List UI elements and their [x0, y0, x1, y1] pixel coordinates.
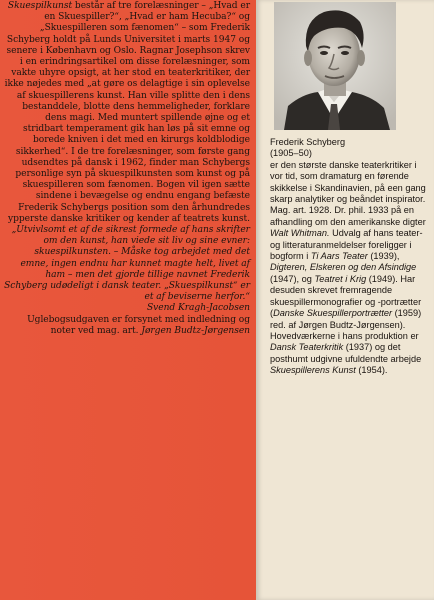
- bio-whitman: Walt Whitman.: [270, 228, 330, 239]
- edition-note-text: Uglebogsudgaven er forsynet med indledning og noter ved mag. art.: [27, 314, 250, 336]
- edition-note: [4, 315, 250, 337]
- book-title-lead: Skuespilkunst: [7, 1, 73, 11]
- author-panel: [256, 0, 434, 600]
- author-bio-paragraph: [270, 160, 428, 377]
- author-portrait-image: [274, 2, 396, 130]
- bio-book-1: Ti Aars Teater: [310, 251, 368, 262]
- bio-book-2: Digteren, Elskeren og den Afsindige: [270, 262, 417, 273]
- bio-book-4: Danske Skuespillerportrætter: [273, 308, 393, 319]
- bio-text-7: (1937) og det posthumt udgivne ufuldendte arbejde: [270, 342, 422, 364]
- author-years: (1905–50): [270, 148, 312, 159]
- bio-text-1: er den største danske teaterkritiker i vor tid, som dramaturg en førende skikkelse i Skandinavien, på een gang skarp analytiker og beåndet inspirator. Mag. art. 1928. Dr. phil. 1933 på en afhandling om den amerikanske digter: [270, 159, 426, 227]
- bio-text-2: Udvalg af hans teater- og litteraturanmeldelser foreligger i bogform i: [270, 228, 423, 262]
- edition-editor: Jørgen Budtz-Jørgensen: [141, 325, 250, 336]
- bio-text-4: (1947), og: [270, 273, 315, 284]
- review-quote-author: Svend Kragh-Jacobsen: [147, 303, 250, 314]
- bio-book-6: Skuespillerens Kunst: [270, 365, 356, 376]
- bio-book-5: Dansk Teaterkritik: [270, 342, 344, 353]
- blurb-text: består af tre forelæsninger – „Hvad er en Skuespiller?“, „Hvad er ham Hecuba?“ og „Skuespilleren som fænomen“ – som Frederik Schyberg holdt på Lunds Universitet i marts 1947 og senere i København og Oslo. Ragnar Josephson skrev i en erindringsartikel om disse forelæsninger, som vakte uhyre opsigt, at her stod en teaterkritiker, der ikke nøjedes med „at gøre os delagtige i sin oplevelse af skuespillerens kunst. Han ville splitte den i dens bestanddele, blotte dens hemmeligheder, forklare dens magi. Med muntert spillende øjne og et stridbart temperament gik han løs på sit emne og borede kniven i det med en kirurgs koldblodige sikkerhed“. I de tre forelæsninger, som første gang udsendtes på dansk i 1962, finder man Schybergs personlige syn på skuespilkunsten som kunst og på skuespilleren som fænomen. Bogen vil igen sætte sindene i bevægelse og endnu engang befæste Frederik Schybergs position som den århundredes ypperste danske kritiker og kender af teatrets kunst.: [4, 1, 250, 224]
- review-quote: „Utvivlsomt et af de sikrest formede af hans skrifter om den kunst, han viede sit liv og sine evner: skuespilkunsten. – Måske tog arbejdet med det emne, ingen endnu har kunnet magte helt, livet af ham – men det gjorde tillige navnet Frederik Schyberg udødeligt i dansk teater. „Skuespilkunst“ er et af beviserne herfor.“: [4, 225, 250, 303]
- blurb-paragraph: [4, 1, 250, 225]
- author-name: Frederik Schyberg: [270, 137, 346, 147]
- bio-text-3: (1939),: [367, 251, 400, 262]
- bio-text-5: (1949). Har desuden skrevet fremragende skuespillermonografier og -portrætter (: [270, 273, 422, 319]
- bio-text-8: (1954).: [355, 365, 388, 376]
- bio-book-3: Teatret i Krig: [314, 273, 367, 284]
- blurb-column: [4, 1, 250, 599]
- bio-text-6: (1959) red. af Jørgen Budtz-Jørgensen). Hovedværkerne i hans produktion er: [270, 308, 422, 341]
- author-bio: [270, 137, 428, 377]
- author-portrait-photo: [274, 2, 396, 130]
